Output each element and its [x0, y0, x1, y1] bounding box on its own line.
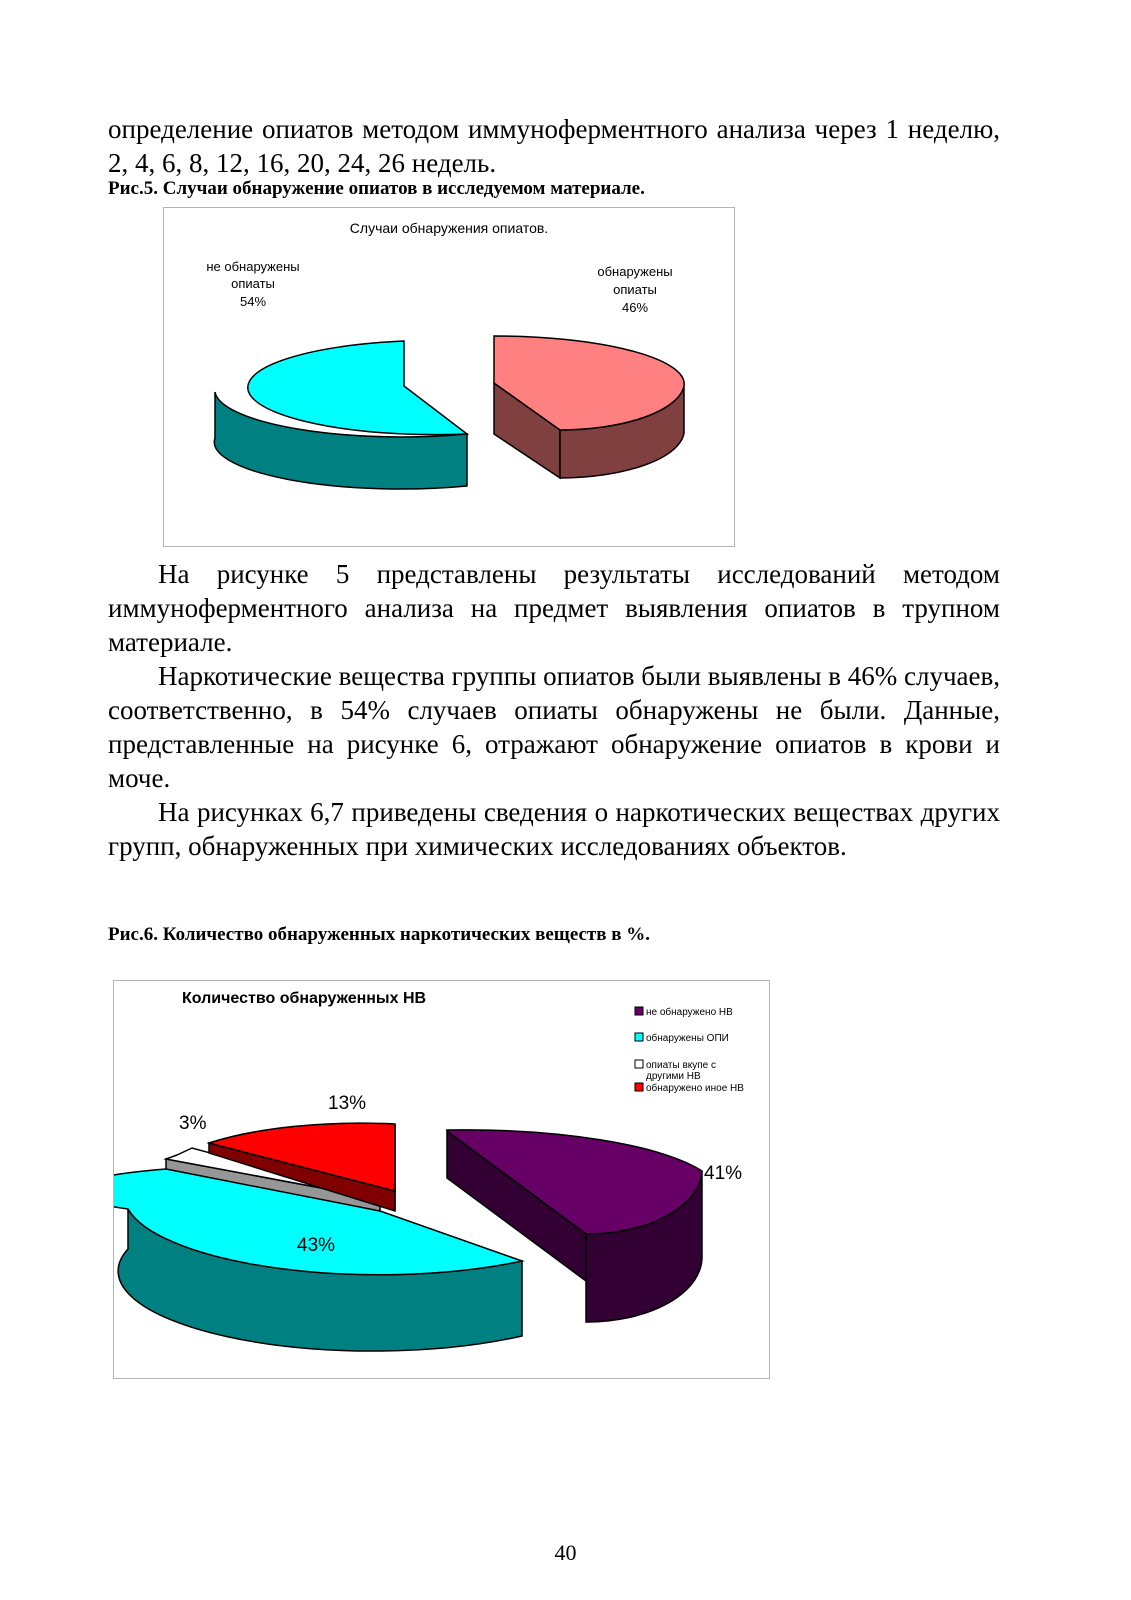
- legend-swatch-other-nv: [635, 1083, 643, 1091]
- label-detected-line1: обнаружены: [597, 264, 673, 279]
- label-detected: [597, 264, 672, 315]
- label-detected-percent: 46%: [621, 300, 649, 315]
- figure-6-legend: [635, 1006, 744, 1094]
- figure-6-title: Количество обнаруженных НВ: [182, 990, 427, 1007]
- legend-label-opi-with-other-line1: опиаты вкупе с: [646, 1060, 717, 1071]
- percent-label-opi-with-other: 3%: [179, 1113, 207, 1134]
- percent-label-opi: 43%: [297, 1235, 336, 1256]
- paragraph-1: На рисунке 5 представлены результаты исследований методом иммуноферментного анализа на предмет выявления опиатов в трупном материале.: [108, 559, 1000, 657]
- legend-swatch-opi: [635, 1033, 643, 1041]
- paragraph-2: Наркотические вещества группы опиатов были выявлены в 46% случаев, соответственно, в 54% случаев опиаты обнаружены не были. Данные, представленные на рисунке 6, отражают обнаружение опиатов в крови и моче.: [108, 661, 1000, 793]
- label-not-detected: [206, 259, 299, 309]
- percent-label-other-nv: 13%: [328, 1093, 367, 1114]
- figure-5-title: Случаи обнаружения опиатов.: [349, 220, 549, 236]
- legend-label-other-nv: обнаружено иное НВ: [646, 1083, 744, 1094]
- pie-slice-detected: [494, 336, 684, 478]
- figure-6-chart: [113, 980, 770, 1379]
- pie-slice-not-detected: [214, 341, 467, 489]
- paragraph-3: На рисунках 6,7 приведены сведения о наркотических веществах других групп, обнаруженных при химических исследованиях объектов.: [108, 797, 1000, 861]
- figure-6-svg: [114, 981, 769, 1378]
- legend-swatch-opi-with-other: [635, 1060, 643, 1068]
- figure-5-chart: [163, 207, 735, 547]
- legend-label-opi: обнаружены ОПИ: [646, 1033, 729, 1044]
- legend-label-opi-with-other-line2: другими НВ: [646, 1071, 701, 1082]
- page-number: 40: [554, 1540, 577, 1565]
- legend-label-not-detected-nv: не обнаружено НВ: [646, 1007, 733, 1018]
- intro-paragraph: определение опиатов методом иммуноферментного анализа через 1 неделю, 2, 4, 6, 8, 12, 16, 20, 24, 26 недель.: [108, 114, 1000, 178]
- label-not-detected-percent: 54%: [239, 294, 267, 309]
- legend-swatch-not-detected-nv: [635, 1007, 643, 1015]
- slice-top-not-detected: [248, 341, 467, 435]
- label-not-detected-line2: опиаты: [231, 276, 275, 291]
- label-not-detected-line1: не обнаружены: [206, 259, 300, 274]
- figure-6-caption: Рис.6. Количество обнаруженных наркотических веществ в %.: [108, 924, 651, 945]
- figure-5-svg: [164, 208, 734, 546]
- figure-5-caption: Рис.5. Случаи обнаружение опиатов в исследуемом материале.: [108, 178, 645, 199]
- label-detected-line2: опиаты: [613, 282, 657, 297]
- percent-label-not-detected-nv: 41%: [704, 1163, 743, 1184]
